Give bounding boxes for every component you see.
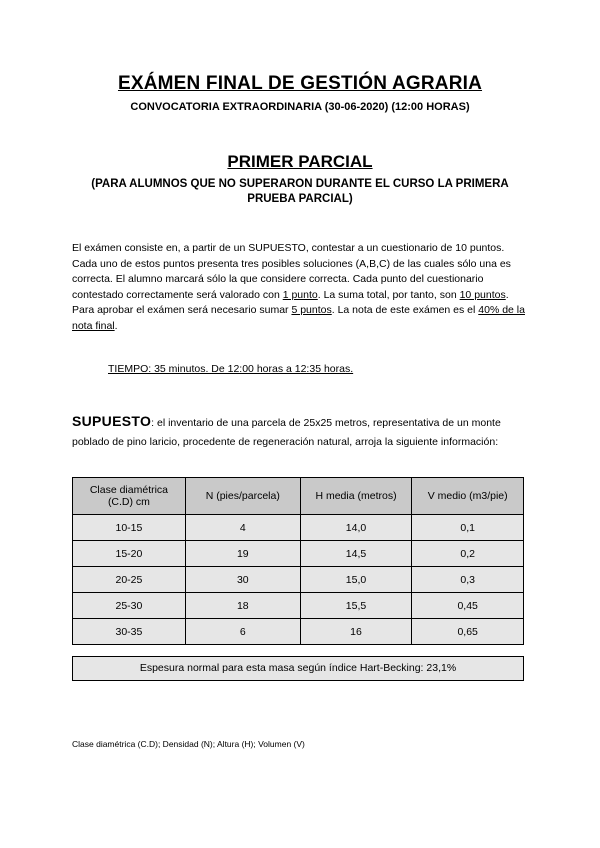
- cell-density: 4: [185, 515, 300, 541]
- instructions-points-per-item: 1 punto: [282, 288, 318, 301]
- cell-volume: 0,3: [412, 567, 524, 593]
- abbreviations-footnote: Clase diamétrica (C.D); Densidad (N); Altura (H); Volumen (V): [72, 739, 305, 749]
- table-row: [73, 567, 524, 593]
- instructions-text-2: . La suma total, por tanto, son: [317, 288, 460, 301]
- cell-density: 6: [185, 619, 300, 645]
- time-info: TIEMPO: 35 minutos. De 12:00 horas a 12:35 horas.: [108, 363, 354, 375]
- cell-volume: 0,45: [412, 593, 524, 619]
- instructions-total-points: 10 puntos: [459, 288, 506, 301]
- cell-height: 14,5: [300, 541, 412, 567]
- instructions-text-4: . La nota de este exámen es el: [331, 304, 479, 316]
- header-diameter-class: Clase diamétrica (C.D) cm: [73, 478, 186, 515]
- section-subtitle: (PARA ALUMNOS QUE NO SUPERARON DURANTE EL CURSO LA PRIMERA PRUEBA PARCIAL): [91, 178, 509, 205]
- cell-diameter-class: 25-30: [73, 593, 186, 619]
- supuesto-text: : el inventario de una parcela de 25x25 metros, representativa de un monte poblado de pino laricio, procedente de regeneración natural, arroja la siguiente información:: [72, 417, 501, 448]
- header-height: H media (metros): [300, 478, 412, 515]
- cell-volume: 0,2: [412, 541, 524, 567]
- cell-height: 14,0: [300, 515, 412, 541]
- table-row: [73, 619, 524, 645]
- cell-height: 16: [300, 619, 412, 645]
- hart-becking-note: Espesura normal para esta masa según índice Hart-Becking: 23,1%: [72, 656, 524, 681]
- cell-volume: 0,1: [412, 515, 524, 541]
- table-header-row: [73, 478, 524, 515]
- cell-diameter-class: 20-25: [73, 567, 186, 593]
- instructions-text-1: El exámen consiste en, a partir de un SUPUESTO, contestar a un cuestionario de 10 puntos. Cada uno de estos puntos presenta tres posibles soluciones (A,B,C) de las cuales sólo una es correcta. El alumno marcará sólo la que considere correcta. Cada punto del cuestionario contestado correctamente será valorado con: [72, 242, 511, 301]
- instructions-paragraph: [72, 241, 532, 334]
- supuesto-paragraph: [72, 412, 532, 452]
- cell-height: 15,0: [300, 567, 412, 593]
- instructions-grade-weight: 40% de la nota final: [72, 304, 525, 332]
- cell-diameter-class: 15-20: [73, 541, 186, 567]
- instructions-text-5: .: [114, 319, 118, 332]
- instructions-pass-points: 5 puntos: [291, 304, 332, 316]
- table-row: [73, 515, 524, 541]
- cell-density: 18: [185, 593, 300, 619]
- header-density: N (pies/parcela): [185, 478, 300, 515]
- cell-diameter-class: 10-15: [73, 515, 186, 541]
- table-row: [73, 541, 524, 567]
- supuesto-label: SUPUESTO: [72, 413, 152, 429]
- cell-density: 19: [185, 541, 300, 567]
- exam-subtitle: CONVOCATORIA EXTRAORDINARIA (30-06-2020) (12:00 HORAS): [130, 101, 470, 113]
- header-volume: V medio (m3/pie): [412, 478, 524, 515]
- inventory-table: [72, 477, 524, 645]
- instructions-text-3: . Para aprobar el exámen será necesario sumar: [72, 288, 509, 316]
- cell-diameter-class: 30-35: [73, 619, 186, 645]
- exam-title: EXÁMEN FINAL DE GESTIÓN AGRARIA: [117, 73, 483, 94]
- table-row: [73, 593, 524, 619]
- cell-height: 15,5: [300, 593, 412, 619]
- section-title: PRIMER PARCIAL: [227, 152, 373, 171]
- cell-density: 30: [185, 567, 300, 593]
- cell-volume: 0,65: [412, 619, 524, 645]
